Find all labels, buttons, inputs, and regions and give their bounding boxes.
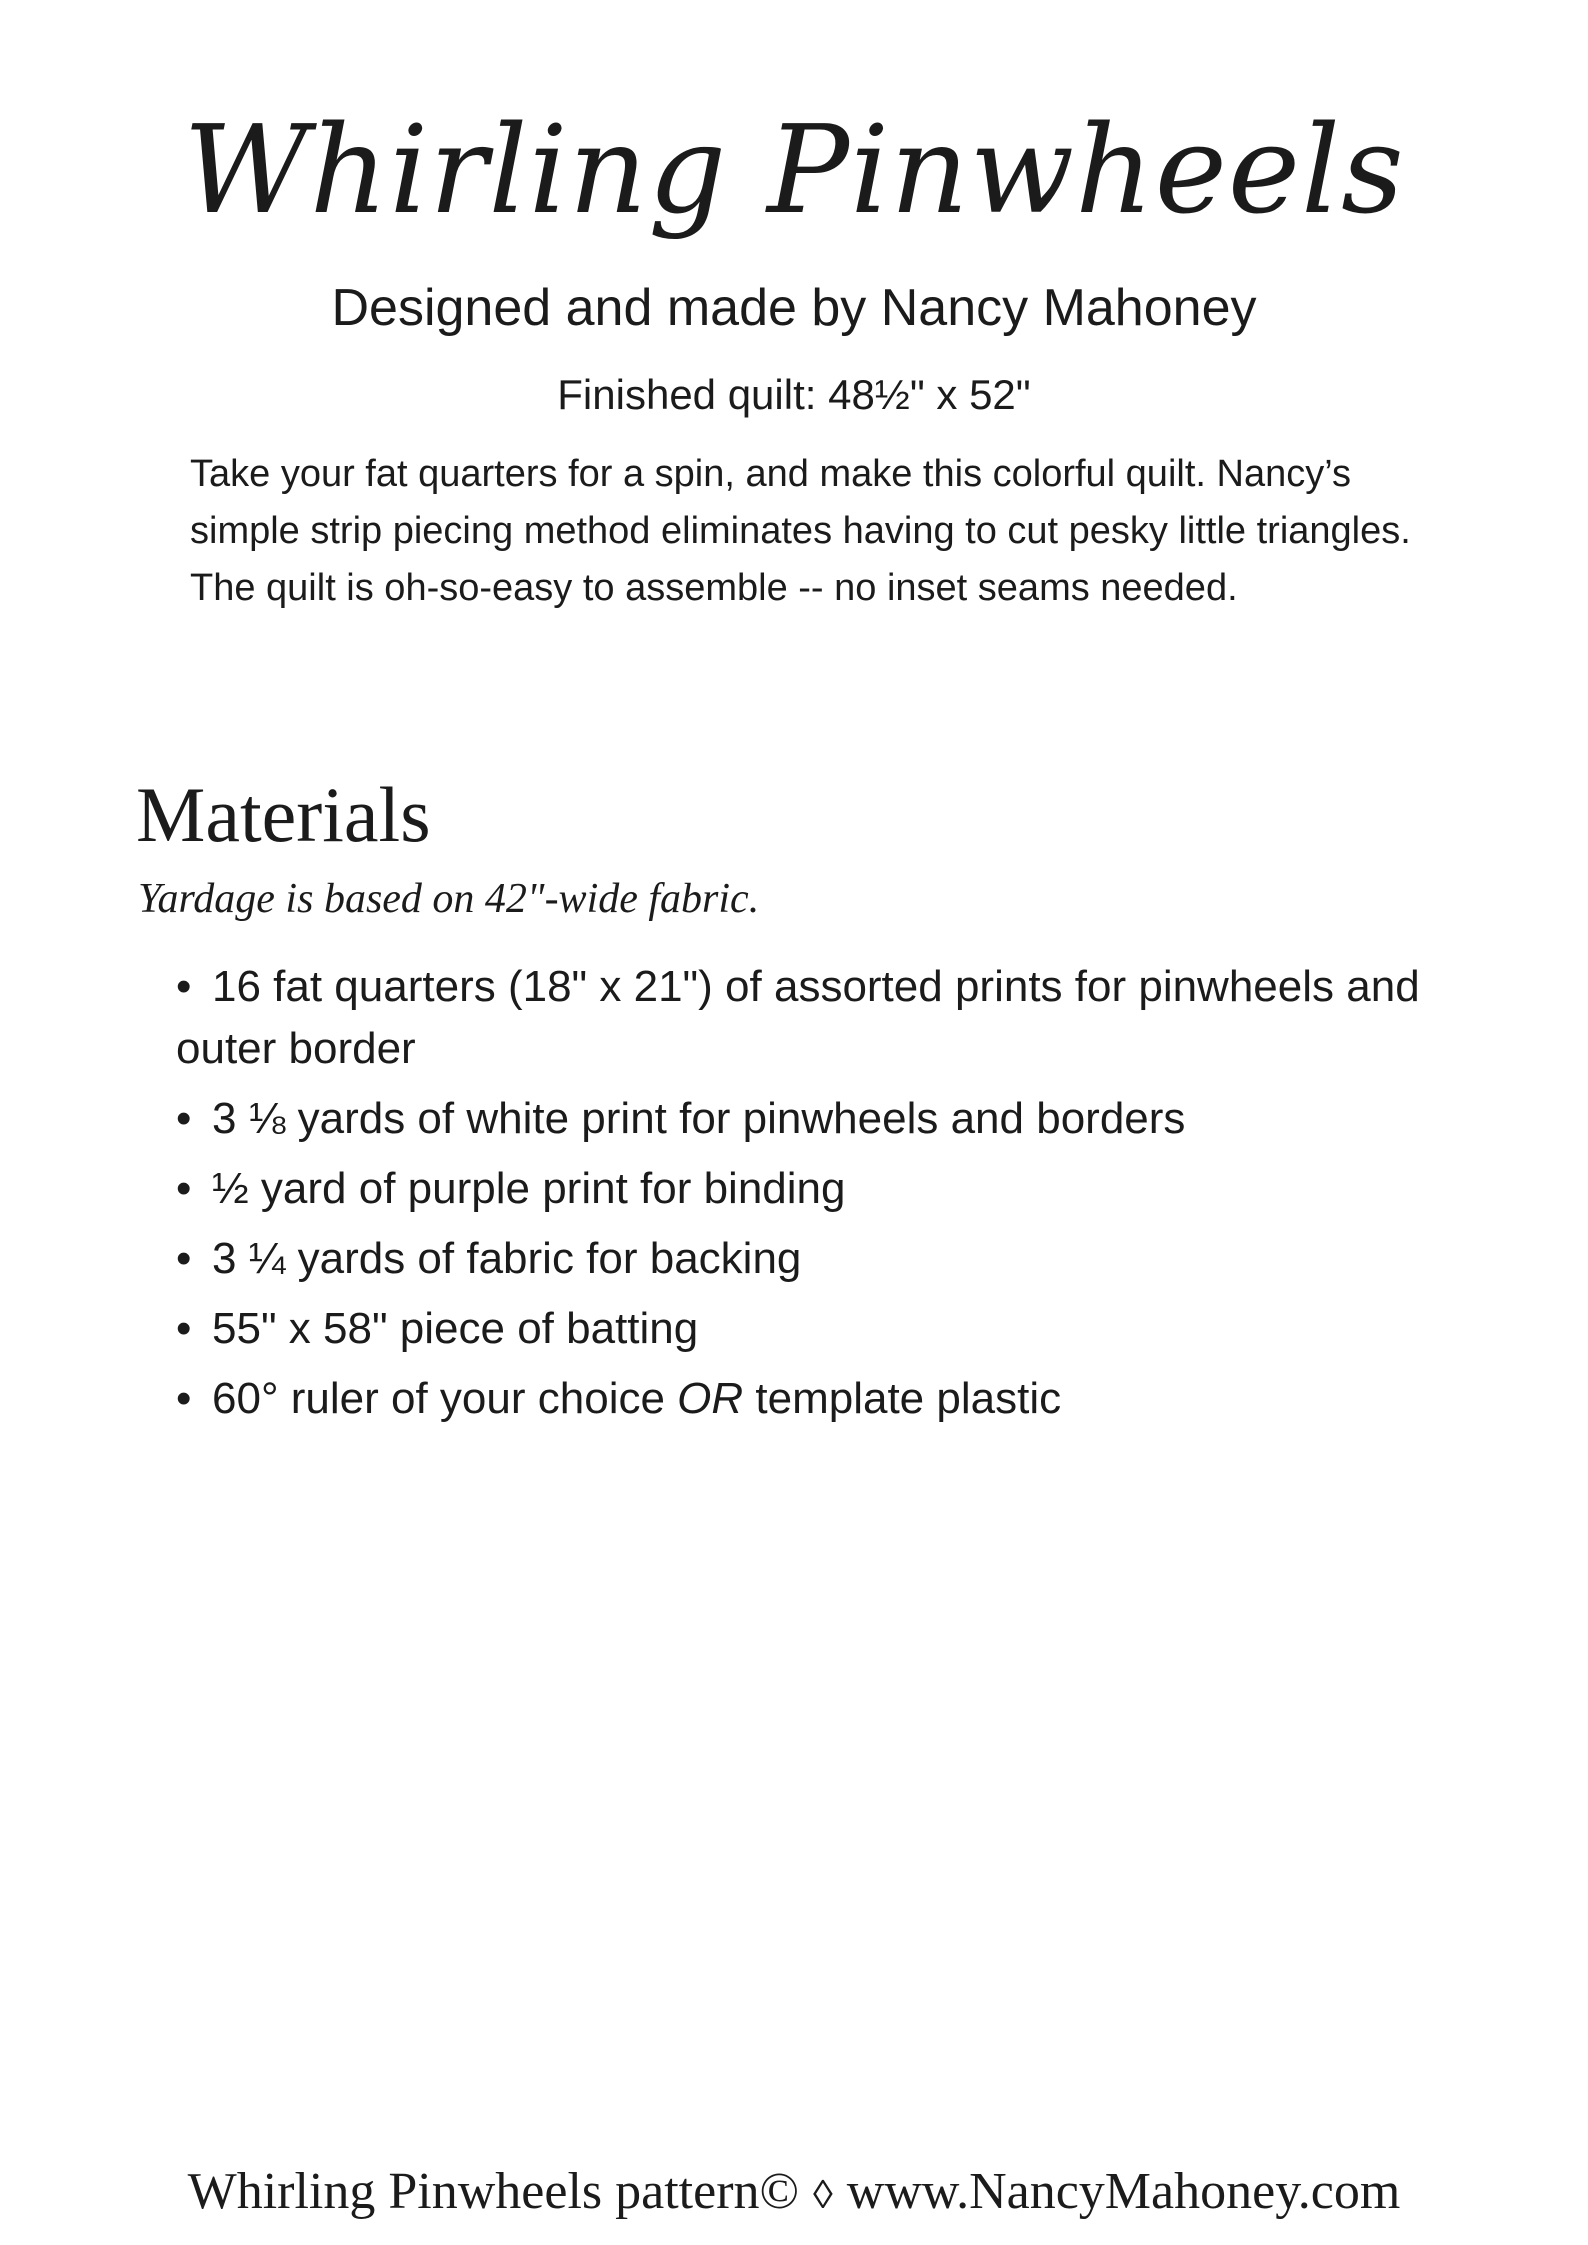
finished-size: Finished quilt: 48½" x 52" bbox=[557, 371, 1031, 418]
bullet-icon: • bbox=[176, 1164, 192, 1213]
page-footer bbox=[0, 2160, 1588, 2227]
materials-item-text: 55" x 58" piece of batting bbox=[212, 1304, 699, 1353]
materials-item bbox=[176, 1228, 1436, 1290]
materials-item-emphasis: OR bbox=[677, 1374, 744, 1423]
footer-website: www.NancyMahoney.com bbox=[846, 2163, 1401, 2220]
materials-item-text: ½ yard of purple print for binding bbox=[212, 1164, 846, 1213]
bullet-icon: • bbox=[176, 1374, 192, 1423]
bullet-icon: • bbox=[176, 1304, 192, 1353]
bullet-icon: • bbox=[176, 962, 192, 1011]
yardage-note: Yardage is based on 42"-wide fabric. bbox=[138, 876, 760, 922]
page-title: Whirling Pinwheels bbox=[183, 99, 1405, 241]
materials-item bbox=[176, 1158, 1436, 1220]
intro-paragraph: Take your fat quarters for a spin, and make this colorful quilt. Nancy’s simple strip piecing method eliminates having to cut pesky little triangles. The quilt is oh-so-easy to assemble -- no inset seams needed. bbox=[190, 453, 1411, 609]
footer-pattern-name: Whirling Pinwheels pattern© bbox=[187, 2163, 800, 2220]
bullet-icon: • bbox=[176, 1094, 192, 1143]
materials-item-text: 16 fat quarters (18" x 21") of assorted prints for pinwheels and outer border bbox=[176, 962, 1420, 1073]
materials-list bbox=[176, 956, 1436, 1438]
bullet-icon: • bbox=[176, 1234, 192, 1283]
designer-byline: Designed and made by Nancy Mahoney bbox=[331, 279, 1257, 337]
materials-item-text: template plastic bbox=[743, 1374, 1062, 1423]
materials-item-text: 60° ruler of your choice bbox=[212, 1374, 678, 1423]
materials-item bbox=[176, 956, 1436, 1080]
materials-item-text: 3 ¼ yards of fabric for backing bbox=[212, 1234, 802, 1283]
diamond-separator-icon: ◊ bbox=[813, 2172, 833, 2217]
materials-item bbox=[176, 1298, 1436, 1360]
materials-item bbox=[176, 1368, 1436, 1430]
materials-item-text: 3 ⅛ yards of white print for pinwheels and borders bbox=[212, 1094, 1186, 1143]
materials-item bbox=[176, 1088, 1436, 1150]
materials-heading: Materials bbox=[136, 771, 431, 858]
